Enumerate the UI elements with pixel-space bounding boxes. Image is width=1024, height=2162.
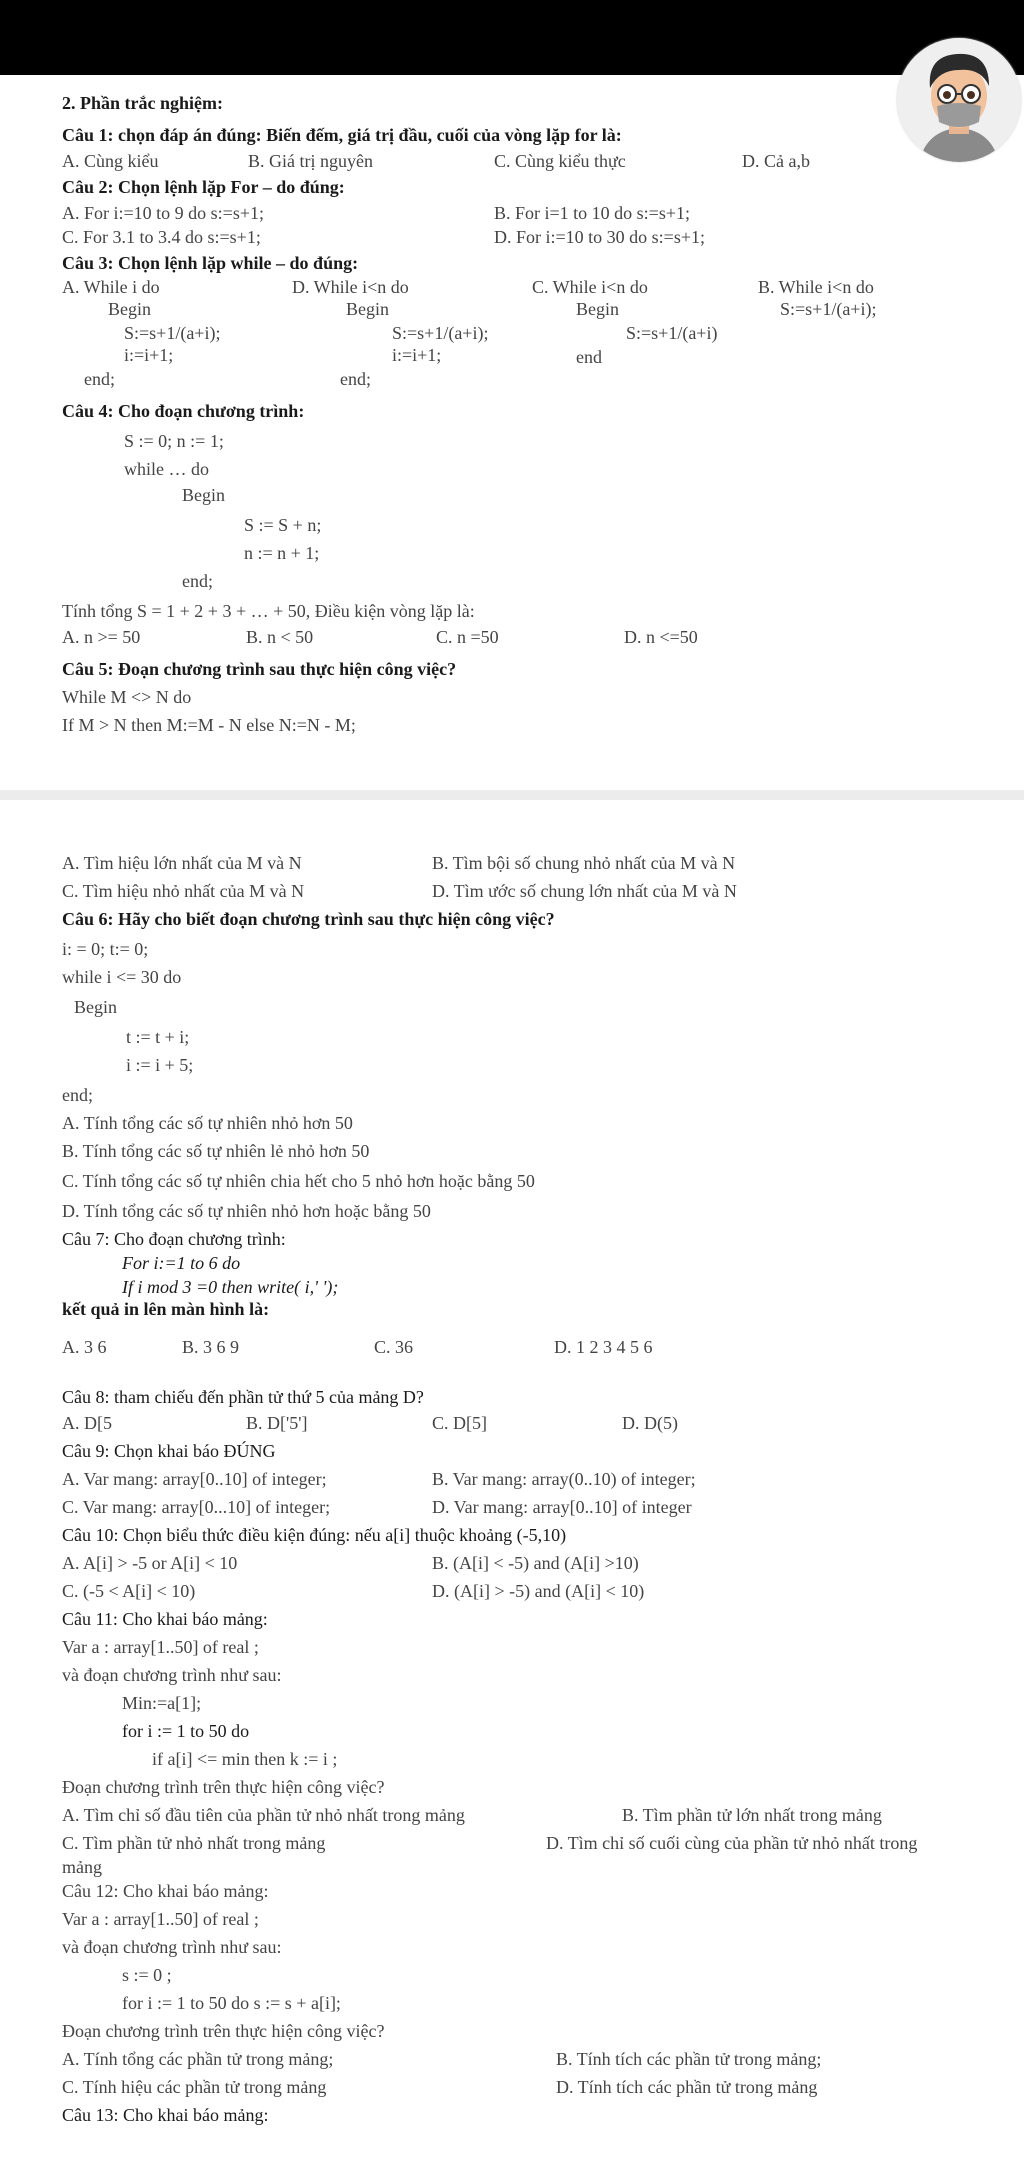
q6-code-line3: Begin (74, 997, 117, 1017)
q6-code-line5: i := i + 5; (126, 1055, 194, 1075)
q5-code-line1: While M <> N do (62, 687, 192, 707)
q12-code-line2: for i := 1 to 50 do s := s + a[i]; (122, 1993, 341, 2013)
q6-code-line1: i: = 0; t:= 0; (62, 939, 149, 959)
q3-a-begin: Begin (108, 299, 151, 319)
q9-option-a: A. Var mang: array[0..10] of integer; (62, 1469, 327, 1489)
q2-stem: Câu 2: Chọn lệnh lặp For – do đúng: (62, 177, 345, 197)
top-black-bar (0, 0, 1024, 75)
q7-option-d: D. 1 2 3 4 5 6 (554, 1337, 653, 1357)
q3-option-d: B. While i<n do (758, 277, 874, 297)
q9-stem: Câu 9: Chọn khai báo ĐÚNG (62, 1441, 276, 1461)
q6-code-line6: end; (62, 1085, 93, 1105)
q4-question: Tính tổng S = 1 + 2 + 3 + … + 50, Điều kiện vòng lặp là: (62, 601, 475, 621)
q9-option-b: B. Var mang: array(0..10) of integer; (432, 1469, 696, 1489)
q11-code-line2: for i := 1 to 50 do (122, 1721, 250, 1741)
q10-stem: Câu 10: Chọn biểu thức điều kiện đúng: nếu a[i] thuộc khoảng (-5,10) (62, 1525, 567, 1545)
q6-option-b: B. Tính tổng các số tự nhiên lẻ nhỏ hơn 50 (62, 1141, 370, 1161)
q11-option-d-tail: mảng (62, 1857, 102, 1877)
q2-option-d: D. For i:=10 to 30 do s:=s+1; (494, 227, 705, 247)
q12-option-d: D. Tính tích các phần tử trong mảng (556, 2077, 818, 2097)
q11-declaration: Var a : array[1..50] of real ; (62, 1637, 259, 1657)
q11-intro: và đoạn chương trình như sau: (62, 1665, 282, 1685)
q12-code-line1: s := 0 ; (122, 1965, 172, 1985)
q4-option-b: B. n < 50 (246, 627, 314, 647)
q4-option-c: C. n =50 (436, 627, 499, 647)
q6-code-line4: t := t + i; (126, 1027, 190, 1047)
q12-option-a: A. Tính tổng các phần tử trong mảng; (62, 2049, 334, 2069)
q5-option-b: B. Tìm bội số chung nhỏ nhất của M và N (432, 853, 736, 873)
q11-option-b: B. Tìm phần tử lớn nhất trong mảng (622, 1805, 882, 1825)
q4-code-line3: Begin (182, 485, 225, 505)
q3-d-stmt: S:=s+1/(a+i); (780, 299, 877, 319)
q7-stem: Câu 7: Cho đoạn chương trình: (62, 1229, 286, 1249)
q3-option-b: D. While i<n do (292, 277, 409, 297)
q8-option-b: B. D['5'] (246, 1413, 308, 1433)
q3-c-stmt: S:=s+1/(a+i) (626, 323, 718, 343)
q4-option-d: D. n <=50 (624, 627, 698, 647)
q2-option-b: B. For i=1 to 10 do s:=s+1; (494, 203, 690, 223)
q1-stem: Câu 1: chọn đáp án đúng: Biến đếm, giá trị đầu, cuối của vòng lặp for là: (62, 125, 622, 145)
q8-stem: Câu 8: tham chiếu đến phần tử thứ 5 của mảng D? (62, 1387, 424, 1407)
q11-code-line3: if a[i] <= min then k := i ; (152, 1749, 338, 1769)
q1-option-d: D. Cả a,b (742, 151, 810, 171)
q5-option-d: D. Tìm ước số chung lớn nhất của M và N (432, 881, 737, 901)
q1-option-c: C. Cùng kiểu thực (494, 151, 626, 171)
q12-option-c: C. Tính hiệu các phần tử trong mảng (62, 2077, 327, 2097)
q1-option-a: A. Cùng kiểu (62, 151, 159, 171)
q3-stem: Câu 3: Chọn lệnh lặp while – do đúng: (62, 253, 359, 273)
section-title: 2. Phần trắc nghiệm: (62, 93, 223, 113)
q7-code-line1: For i:=1 to 6 do (122, 1253, 241, 1273)
section-divider (0, 790, 1024, 800)
q3-b-end: end; (340, 369, 371, 389)
q9-option-c: C. Var mang: array[0...10] of integer; (62, 1497, 331, 1517)
q11-option-a: A. Tìm chỉ số đầu tiên của phần tử nhỏ nhất trong mảng (62, 1805, 465, 1825)
q10-option-c: C. (-5 < A[i] < 10) (62, 1581, 196, 1601)
q3-b-begin: Begin (346, 299, 389, 319)
q12-question: Đoạn chương trình trên thực hiện công việc? (62, 2021, 385, 2041)
q1-option-b: B. Giá trị nguyên (248, 151, 373, 171)
q5-code-line2: If M > N then M:=M - N else N:=N - M; (62, 715, 356, 735)
q4-code-line1: S := 0; n := 1; (124, 431, 224, 451)
q4-option-a: A. n >= 50 (62, 627, 141, 647)
q7-code-line2: If i mod 3 =0 then write( i,' '); (122, 1277, 339, 1297)
q12-option-b: B. Tính tích các phần tử trong mảng; (556, 2049, 822, 2069)
q2-option-c: C. For 3.1 to 3.4 do s:=s+1; (62, 227, 261, 247)
q7-option-c: C. 36 (374, 1337, 414, 1357)
q4-code-line4: S := S + n; (244, 515, 322, 535)
q4-stem: Câu 4: Cho đoạn chương trình: (62, 401, 305, 421)
q12-declaration: Var a : array[1..50] of real ; (62, 1909, 259, 1929)
q3-b-incr: i:=i+1; (392, 345, 442, 365)
q11-stem: Câu 11: Cho khai báo mảng: (62, 1609, 268, 1629)
q6-option-c: C. Tính tổng các số tự nhiên chia hết cho 5 nhỏ hơn hoặc bằng 50 (62, 1171, 535, 1191)
q11-question: Đoạn chương trình trên thực hiện công việc? (62, 1777, 385, 1797)
q8-option-d: D. D(5) (622, 1413, 678, 1433)
q7-option-a: A. 3 6 (62, 1337, 107, 1357)
q12-intro: và đoạn chương trình như sau: (62, 1937, 282, 1957)
q5-stem: Câu 5: Đoạn chương trình sau thực hiện công việc? (62, 659, 457, 679)
q13-stem: Câu 13: Cho khai báo mảng: (62, 2105, 269, 2125)
q3-c-end: end (576, 347, 602, 367)
q8-option-c: C. D[5] (432, 1413, 487, 1433)
q10-option-a: A. A[i] > -5 or A[i] < 10 (62, 1553, 238, 1573)
q2-option-a: A. For i:=10 to 9 do s:=s+1; (62, 203, 264, 223)
q3-a-end: end; (84, 369, 115, 389)
q10-option-d: D. (A[i] > -5) and (A[i] < 10) (432, 1581, 645, 1601)
q6-option-a: A. Tính tổng các số tự nhiên nhỏ hơn 50 (62, 1113, 353, 1133)
q11-option-d: D. Tìm chỉ số cuối cùng của phần tử nhỏ nhất trong (546, 1833, 918, 1853)
memoji-avatar-icon (897, 38, 1021, 162)
q8-option-a: A. D[5 (62, 1413, 112, 1433)
q3-c-begin: Begin (576, 299, 619, 319)
q9-option-d: D. Var mang: array[0..10] of integer (432, 1497, 692, 1517)
q3-option-c: C. While i<n do (532, 277, 648, 297)
q6-option-d: D. Tính tổng các số tự nhiên nhỏ hơn hoặc bằng 50 (62, 1201, 431, 1221)
q3-a-stmt: S:=s+1/(a+i); (124, 323, 221, 343)
q10-option-b: B. (A[i] < -5) and (A[i] >10) (432, 1553, 639, 1573)
q4-code-line6: end; (182, 571, 213, 591)
q3-a-incr: i:=i+1; (124, 345, 174, 365)
q4-code-line2: while … do (124, 459, 209, 479)
q7-option-b: B. 3 6 9 (182, 1337, 240, 1357)
q4-code-line5: n := n + 1; (244, 543, 320, 563)
q6-code-line2: while i <= 30 do (62, 967, 182, 987)
q12-stem: Câu 12: Cho khai báo mảng: (62, 1881, 269, 1901)
q11-code-line1: Min:=a[1]; (122, 1693, 202, 1713)
q3-b-stmt: S:=s+1/(a+i); (392, 323, 489, 343)
q3-option-a: A. While i do (62, 277, 160, 297)
q11-option-c: C. Tìm phần tử nhỏ nhất trong mảng (62, 1833, 326, 1853)
q6-stem: Câu 6: Hãy cho biết đoạn chương trình sau thực hiện công việc? (62, 909, 555, 929)
q7-question: kết quả in lên màn hình là: (62, 1299, 270, 1319)
q5-option-c: C. Tìm hiệu nhỏ nhất của M và N (62, 881, 305, 901)
q5-option-a: A. Tìm hiệu lớn nhất của M và N (62, 853, 302, 873)
